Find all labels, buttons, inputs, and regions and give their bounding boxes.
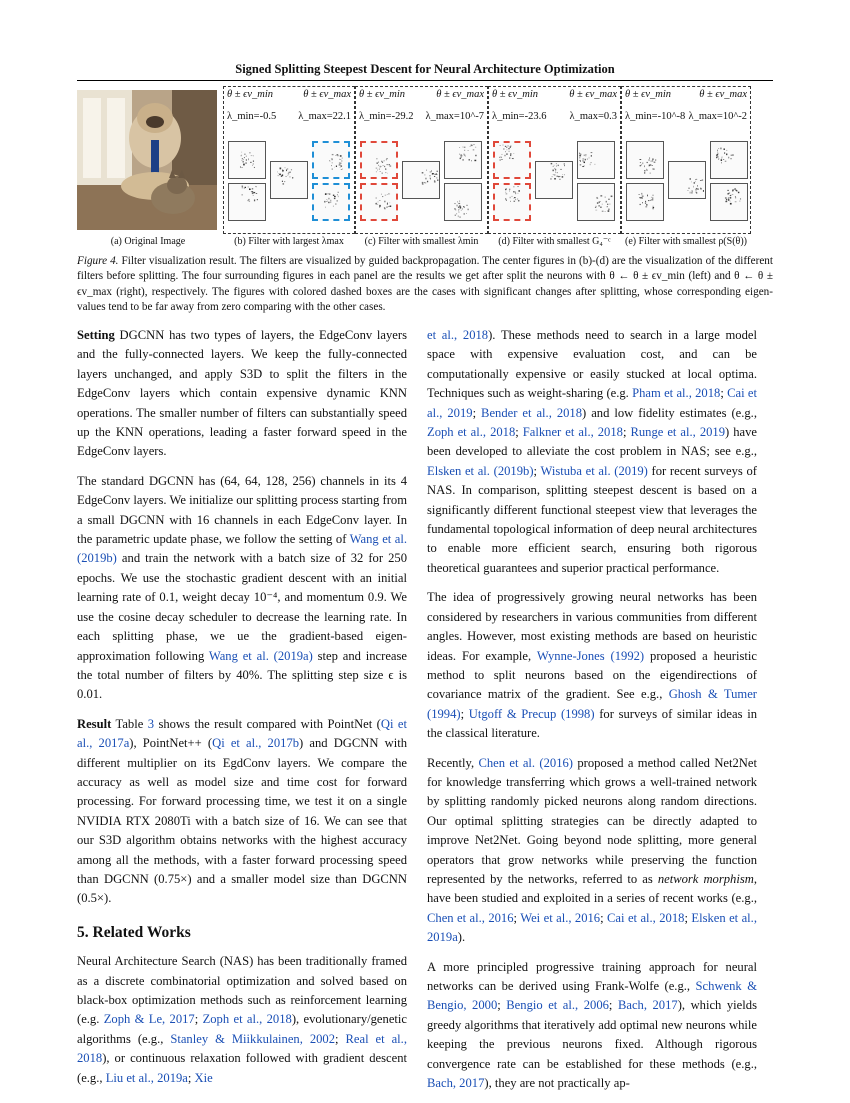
filter-thumb xyxy=(710,141,748,179)
filter-visualization xyxy=(362,185,396,219)
paragraph-text: ) have been developed to alleviate the cost problem in NAS; see e.g., xyxy=(427,425,757,459)
subcaption-b: (b) Filter with largest λmax xyxy=(234,236,344,247)
filter-visualization xyxy=(495,185,529,219)
original-image xyxy=(77,90,217,230)
citation-link[interactable]: Bach, 2017 xyxy=(617,998,678,1013)
filter-visualization xyxy=(711,184,747,220)
paragraph-text: ; xyxy=(460,706,469,721)
paragraph-text: ; xyxy=(608,998,618,1013)
paragraph-text: ; xyxy=(622,425,631,440)
paragraph-text: Neural Architecture Search (NAS) has been traditionally framed as a discrete combinatorial optimization and solved based on black-box optimization methods such as reinforcement learning (e.g. xyxy=(77,954,407,1027)
paragraph-text: proposed a method called Net2Net for knowledge transferring which grows a well-trained network by splitting randomly picked neurons along random directions. Our optimal splitting strategies can be directly adapted to improve Net2Net. Going beyond node splitting, more general operators that grow networks while preserving the function represented by the networks, referred to as xyxy=(427,755,757,886)
panel-b-right-label: θ ± ϵv_max xyxy=(303,89,351,100)
filter-thumb-highlight xyxy=(493,141,531,179)
citation-link[interactable]: Elsken et al., 2019a xyxy=(427,910,757,945)
filter-visualization xyxy=(314,185,348,219)
citation-link[interactable]: Qi et al., 2017a xyxy=(77,716,407,751)
filter-thumb xyxy=(444,141,482,179)
citation-link[interactable]: Elsken et al. (2019b) xyxy=(427,463,534,478)
panel-c-left-label: θ ± ϵv_min xyxy=(359,89,406,100)
filter-thumb-center xyxy=(668,161,706,199)
paragraph-text: The standard DGCNN has (64, 64, 128, 256) channels in its 4 EdgeConv layers. We initialize our splitting process starting from a small DGCNN with 16 channels in each EdgeConv layer. In the parametric update phase, we follow the setting of xyxy=(77,473,407,547)
citation-link[interactable]: Runge et al., 2019 xyxy=(630,425,726,440)
citation-link[interactable]: Real et al., 2018 xyxy=(77,1031,407,1066)
filter-visualization xyxy=(362,143,396,177)
citation-link[interactable]: Zoph et al., 2018 xyxy=(427,425,516,440)
citation-link[interactable]: Wang et al. (2019a) xyxy=(208,648,313,663)
panel-c-lambda-max: λ_max=10^-7 xyxy=(425,111,484,122)
panel-b-lambda-min: λ_min=-0.5 xyxy=(227,111,277,122)
paragraph-dgcnn-channels xyxy=(77,472,407,705)
filter-visualization xyxy=(578,184,614,220)
left-column xyxy=(77,326,407,1098)
emphasis-term: network morphism xyxy=(657,871,754,886)
paragraph-net2net xyxy=(427,754,757,948)
figure-caption-label: Figure 4. xyxy=(77,255,119,267)
citation-link[interactable]: Chen et al. (2016) xyxy=(478,755,573,770)
paragraph-text: ), or continuous relaxation followed with gradient descent (e.g., xyxy=(77,1051,407,1085)
paragraph-text: ), which yields greedy algorithms that iteratively add optimal new neurons while keeping the previous neurons fixed. Although rigorous convergence rate can be established for these methods (e.g., xyxy=(427,998,757,1071)
filter-visualization xyxy=(445,184,481,220)
filter-visualization xyxy=(627,142,663,178)
paragraph-text: ; xyxy=(533,463,541,478)
paragraph-text: ), evolutionary/genetic algorithms (e.g., xyxy=(77,1012,407,1046)
citation-link[interactable]: Wynne-Jones (1992) xyxy=(536,648,645,663)
running-head: Signed Splitting Steepest Descent for Neural Architecture Optimization xyxy=(235,62,615,76)
paragraph-lead: Setting xyxy=(77,328,115,342)
filter-visualization xyxy=(536,162,572,198)
filter-visualization xyxy=(271,162,307,198)
paragraph-text: ; xyxy=(187,1070,195,1085)
subcaption-c: (c) Filter with smallest λmin xyxy=(364,236,479,247)
paragraph-nas xyxy=(77,952,407,1088)
filter-thumb-highlight xyxy=(312,183,350,221)
citation-link[interactable]: Qi et al., 2017b xyxy=(212,736,300,751)
citation-link[interactable]: Cai et al., 2018 xyxy=(607,910,685,925)
paragraph-frank-wolfe xyxy=(427,958,757,1094)
citation-link[interactable]: Zoph & Le, 2017 xyxy=(103,1012,195,1027)
panel-e xyxy=(621,86,751,234)
paragraph-text: ; xyxy=(513,910,521,925)
figure-caption xyxy=(77,254,773,316)
citation-link[interactable]: et al., 2018 xyxy=(427,328,489,342)
section-title: 5. Related Works xyxy=(77,923,191,941)
panel-e-lambda-max: λ_max=10^-2 xyxy=(688,111,747,122)
filter-thumb-highlight xyxy=(493,183,531,221)
panel-b-lambda-max: λ_max=22.1 xyxy=(298,111,351,122)
paragraph-result xyxy=(77,715,407,909)
subcaption-d: (d) Filter with smallest G₄⁻ᶜ xyxy=(498,236,611,247)
citation-link[interactable]: Ghosh & Tumer (1994) xyxy=(427,687,757,721)
table-ref-link[interactable]: 3 xyxy=(147,716,155,731)
paragraph-text: , have been studied and exploited in a series of recent works (e.g., xyxy=(427,871,757,906)
paragraph-text: ; xyxy=(515,425,523,440)
paragraph-text: The idea of progressively growing neural networks has been considered by researchers in various communities from different angles. However, most existing methods are based on heuristic ideas. For example, xyxy=(427,590,757,663)
paragraph-text: ). These methods need to search in a large model space with expensive evaluation cost, and can be computationally expensive or easily stucked at local optima. Techniques such as weight-sharing (e.g. xyxy=(427,328,757,401)
filter-thumb xyxy=(626,183,664,221)
panel-d-lambda-min: λ_min=-23.6 xyxy=(492,111,547,122)
paragraph-text: A more principled progressive training approach for neural networks can be derived using Frank-Wolfe (e.g., xyxy=(427,959,757,993)
panel-d-left-label: θ ± ϵv_min xyxy=(492,89,539,100)
citation-link[interactable]: Bender et al., 2018 xyxy=(481,405,583,420)
citation-link[interactable]: Bengio et al., 2006 xyxy=(506,998,609,1013)
filter-thumb xyxy=(228,183,266,221)
panel-d-lambda-max: λ_max=0.3 xyxy=(569,111,617,122)
paragraph-text: ), they are not practically ap- xyxy=(484,1076,630,1091)
filter-visualization xyxy=(495,143,529,177)
citation-link[interactable]: Bach, 2017 xyxy=(427,1076,485,1091)
panel-c-lambda-min: λ_min=-29.2 xyxy=(359,111,414,122)
paragraph-text: step and increase the total number of filters by 40%. The splitting step size ϵ is 0.01. xyxy=(77,648,407,702)
citation-link[interactable]: Wistuba et al. (2019) xyxy=(540,463,648,478)
panel-d xyxy=(488,86,621,234)
filter-visualization xyxy=(229,184,265,220)
filter-visualization xyxy=(403,162,439,198)
right-column xyxy=(427,326,757,1103)
paragraph-text: proposed a heuristic method to split neurons based on the eigendirections of covariance matrix of the gradient. See e.g., xyxy=(427,648,757,702)
citation-link[interactable]: Falkner et al., 2018 xyxy=(522,425,623,440)
paragraph-text: ; xyxy=(600,910,608,925)
paragraph-setting xyxy=(77,326,407,462)
citation-link[interactable]: Liu et al., 2019a xyxy=(105,1070,188,1085)
paragraph-text: Table xyxy=(115,716,148,731)
filter-visualization xyxy=(711,142,747,178)
paragraph-text: ) and low fidelity estimates (e.g., xyxy=(582,405,757,420)
filter-thumb-center xyxy=(535,161,573,199)
filter-thumb xyxy=(228,141,266,179)
subcaption-e: (e) Filter with smallest ρ(S(θ)) xyxy=(625,236,747,247)
filter-thumb xyxy=(577,183,615,221)
filter-thumb-center xyxy=(270,161,308,199)
paragraph-text: ; xyxy=(684,910,692,925)
filter-thumb-center xyxy=(402,161,440,199)
subcaption-a: (a) Original Image xyxy=(110,236,186,247)
paragraph-text: for surveys of similar ideas in the classical literature. xyxy=(427,706,757,741)
citation-link[interactable]: Pham et al., 2018 xyxy=(632,386,721,401)
paragraph-text: for recent surveys of NAS. In comparison, splitting steepest descent is based on a significantly different functional steepest view that leverages the fundamental topological information of deep neural architectures to enable more efficient search, ensuring both rigorous theoretical guarantees and superior practical performance. xyxy=(427,463,757,575)
panel-c-right-label: θ ± ϵv_max xyxy=(436,89,484,100)
paragraph-lead: Result xyxy=(77,716,112,731)
citation-link[interactable]: Stanley & Miikkulainen, 2002 xyxy=(170,1031,336,1046)
filter-thumb xyxy=(710,183,748,221)
filter-visualization xyxy=(627,184,663,220)
filter-visualization xyxy=(314,143,348,177)
filter-thumb xyxy=(577,141,615,179)
panel-e-right-label: θ ± ϵv_max xyxy=(699,89,747,100)
paragraph-text: ; xyxy=(335,1031,346,1046)
paragraph-text: DGCNN has two types of layers, the EdgeConv layers and the fully-connected layers. We keep the fully-connected layers unchanged, and apply S3D to split the filters in the EdgeConv layers which contain expensive dynamic KNN operations. The smaller number of filters can substantially speed up the KNN operations, leading a faster forward speed in the EdgeConv layers. xyxy=(77,328,407,459)
citation-link[interactable]: Cai et al., 2019 xyxy=(427,386,757,420)
paragraph-progressive-growing xyxy=(427,588,757,743)
panel-d-right-label: θ ± ϵv_max xyxy=(569,89,617,100)
paragraph-text: ) and DGCNN with different multiplier on its EgdConv layers. We compare the accuracy as well as model size and time cost for forward processing. For forward processing time, we test it on a single NVIDIA RTX 2080Ti with a batch size of 16. We can see that our S3D algorithm obtains networks with the highest accuracy among all the methods, with a faster forward processing speed than DGCNN (0.75×) and a smaller model size than DGCNN (0.5×). xyxy=(77,736,407,906)
paragraph-text: shows the result compared with PointNet ( xyxy=(154,716,381,731)
citation-link[interactable]: Schwenk & Bengio, 2000 xyxy=(427,979,757,1013)
paragraph-text: ), PointNet++ ( xyxy=(129,736,213,751)
figure-4 xyxy=(77,86,773,256)
paragraph-text: ; xyxy=(472,405,482,420)
filter-thumb-highlight xyxy=(360,183,398,221)
citation-link[interactable]: Chen et al., 2016 xyxy=(427,910,514,925)
citation-link[interactable]: Zoph et al., 2018 xyxy=(202,1012,292,1027)
filter-thumb-highlight xyxy=(360,141,398,179)
paragraph-nas-continued xyxy=(427,326,757,578)
filter-thumb-highlight xyxy=(312,141,350,179)
header-rule xyxy=(77,80,773,81)
figure-caption-text: Filter visualization result. The filters are visualized by guided backpropagation. The center figures in (b)-(d) are the visualization of the different filters before splitting. The four surrounding figures in each panel are the results we get after split the neurons with θ ← θ ± ϵv_min (left) and θ ← θ ± ϵv_max (right), respectively. The figures with colored dashed boxes are the cases with significant changes after splitting, whose corresponding eigen-values tend to be far away from zero comparing with the other cases. xyxy=(77,255,773,314)
citation-link[interactable]: Wei et al., 2016 xyxy=(520,910,601,925)
paragraph-text: ; xyxy=(194,1012,203,1027)
paragraph-text: ). xyxy=(457,930,466,945)
filter-visualization xyxy=(578,142,614,178)
filter-visualization xyxy=(669,162,705,198)
citation-link[interactable]: Utgoff & Precup (1998) xyxy=(468,706,595,721)
paragraph-text: ; xyxy=(497,998,507,1013)
filter-thumb xyxy=(626,141,664,179)
citation-link[interactable]: Xie xyxy=(194,1070,213,1085)
panel-b-left-label: θ ± ϵv_min xyxy=(227,89,274,100)
panel-c xyxy=(355,86,488,234)
citation-link[interactable]: Wang et al. (2019b) xyxy=(77,532,408,566)
filter-visualization xyxy=(445,142,481,178)
filter-thumb xyxy=(444,183,482,221)
paragraph-text: Recently, xyxy=(427,755,479,770)
panel-e-left-label: θ ± ϵv_min xyxy=(625,89,672,100)
paragraph-text: and train the network with a batch size of 32 for 250 epochs. We use the stochastic gradient descent with an initial learning rate of 0.1, weight decay 10⁻⁴, and momentum 0.9. We use the cosine decay scheduler to decrease the learning rate. In each splitting phase, we ue the gradient-based eigen-approximation following xyxy=(77,551,407,663)
filter-visualization xyxy=(229,142,265,178)
panel-e-lambda-min: λ_min=-10^-8 xyxy=(625,111,686,122)
paragraph-text: ; xyxy=(720,386,728,401)
panel-b xyxy=(223,86,355,234)
